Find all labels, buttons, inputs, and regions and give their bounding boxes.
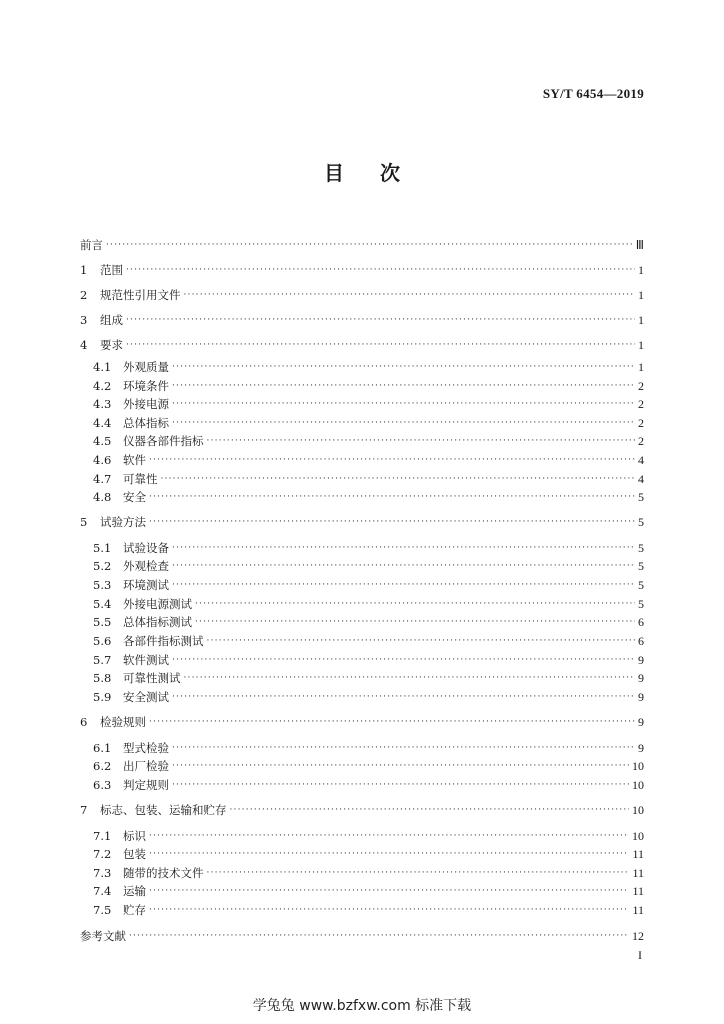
toc-entry-page: 1 [638, 313, 644, 327]
toc-entry-number: 4.2 [93, 379, 112, 393]
toc-entry-number: 5.6 [93, 634, 112, 648]
toc-entry-label: 环境条件 [123, 379, 169, 393]
toc-entry-number: 5.9 [93, 690, 112, 704]
toc-entry-page: 10 [632, 778, 644, 792]
toc-entry-label: 试验方法 [100, 515, 146, 529]
toc-leader-dots [207, 434, 636, 448]
toc-entry[interactable] [93, 737, 644, 755]
toc-entry[interactable] [93, 574, 644, 592]
toc-entry-label: 可靠性 [123, 472, 158, 486]
toc-leader-dots [149, 715, 635, 729]
toc-entry[interactable] [93, 412, 644, 430]
toc-entry[interactable] [93, 593, 644, 611]
toc-entry[interactable] [93, 899, 644, 917]
toc-entry-number: 6.2 [93, 759, 112, 773]
toc-entry[interactable] [80, 234, 644, 252]
toc-entry-number: 5.3 [93, 578, 112, 592]
toc-entry[interactable] [80, 511, 644, 529]
toc-entry-page: 12 [632, 929, 644, 943]
toc-leader-dots [184, 288, 636, 302]
toc-leader-dots [184, 671, 636, 685]
toc-entry-label: 各部件指标测试 [123, 634, 204, 648]
toc-leader-dots [195, 597, 635, 611]
toc-entry[interactable] [93, 862, 644, 880]
toc-entry-page: 2 [638, 397, 644, 411]
toc-entry-page: 6 [638, 615, 644, 629]
toc-entry-number: 4.5 [93, 434, 112, 448]
toc-leader-dots [207, 634, 636, 648]
toc-entry-page: 6 [638, 634, 644, 648]
toc-entry-page: 4 [638, 472, 644, 486]
toc-entry-label: 软件测试 [123, 653, 169, 667]
toc-entry[interactable] [93, 537, 644, 555]
toc-entry-number: 5.1 [93, 541, 112, 555]
toc-leader-dots [172, 653, 635, 667]
toc-entry-label: 范围 [100, 263, 123, 277]
header-standard-code: SY/T 6454—2019 [542, 86, 644, 101]
toc-leader-dots [172, 741, 635, 755]
toc-entry-label: 型式检验 [123, 741, 169, 755]
toc-leader-dots [172, 379, 635, 393]
toc-entry-label: 要求 [100, 338, 123, 352]
toc-entry-label: 组成 [100, 313, 123, 327]
toc-leader-dots [172, 360, 635, 374]
toc-entry-number: 4.3 [93, 397, 112, 411]
toc-entry[interactable] [80, 799, 644, 817]
toc-leader-dots [149, 453, 635, 467]
toc-entry-label: 总体指标测试 [123, 615, 192, 629]
toc-leader-dots [149, 847, 629, 861]
toc-entry[interactable] [93, 356, 644, 374]
toc-entry-number: 4 [80, 338, 88, 352]
toc-entry-label: 出厂检验 [123, 759, 169, 773]
toc-leader-dots [149, 515, 635, 529]
toc-entry-label: 前言 [80, 238, 103, 252]
toc-leader-dots [230, 803, 630, 817]
toc-leader-dots [161, 472, 636, 486]
toc-entry-number: 5 [80, 515, 88, 529]
toc-entry[interactable] [93, 555, 644, 573]
toc-leader-dots [106, 238, 633, 252]
toc-entry-number: 5.7 [93, 653, 112, 667]
toc-entry-page: 1 [638, 263, 644, 277]
toc-entry-label: 随带的技术文件 [123, 866, 204, 880]
toc-entry-page: 5 [638, 597, 644, 611]
toc-leader-dots [172, 690, 635, 704]
toc-entry-page: 11 [632, 866, 644, 880]
toc-entry-page: Ⅲ [635, 238, 644, 252]
toc-entry-label: 包装 [123, 847, 146, 861]
toc-entry-label: 外观检查 [123, 559, 169, 573]
toc-entry-number: 4.1 [93, 360, 112, 374]
toc-entry[interactable] [93, 449, 644, 467]
toc-leader-dots [149, 829, 629, 843]
toc-entry[interactable] [80, 925, 644, 943]
toc-entry-number: 4.7 [93, 472, 112, 486]
toc-entry-label: 参考文献 [80, 929, 126, 943]
toc-entry-number: 5.4 [93, 597, 112, 611]
toc-leader-dots [172, 559, 635, 573]
toc-entry-page: 2 [638, 434, 644, 448]
toc-entry-label: 规范性引用文件 [100, 288, 181, 302]
toc-entry-number: 5.5 [93, 615, 112, 629]
toc-entry-number: 2 [80, 288, 88, 302]
toc-entry-page: 2 [638, 379, 644, 393]
toc-entry[interactable] [93, 430, 644, 448]
toc-entry[interactable] [80, 309, 644, 327]
toc-entry-number: 6 [80, 715, 88, 729]
toc-entry[interactable] [93, 649, 644, 667]
toc-entry[interactable] [93, 630, 644, 648]
toc-entry-label: 仪器各部件指标 [123, 434, 204, 448]
toc-entry-page: 2 [638, 416, 644, 430]
toc-leader-dots [129, 929, 629, 943]
toc-entry-number: 4.8 [93, 490, 112, 504]
toc-entry[interactable] [93, 486, 644, 504]
toc-leader-dots [149, 903, 629, 917]
toc-entry-number: 4.6 [93, 453, 112, 467]
toc-entry-number: 5.2 [93, 559, 112, 573]
toc-entry[interactable] [93, 667, 644, 685]
toc-entry[interactable] [93, 774, 644, 792]
toc-entry-number: 1 [80, 263, 88, 277]
toc-entry-label: 可靠性测试 [123, 671, 181, 685]
toc-entry-label: 试验设备 [123, 541, 169, 555]
toc-leader-dots [126, 263, 635, 277]
toc-entry-page: 11 [632, 903, 644, 917]
toc-entry-page: 9 [638, 715, 644, 729]
toc-entry[interactable] [80, 711, 644, 729]
toc-entry-number: 7.5 [93, 903, 112, 917]
toc-entry-page: 4 [638, 453, 644, 467]
toc-entry-number: 5.8 [93, 671, 112, 685]
toc-entry[interactable] [93, 686, 644, 704]
toc-entry-label: 判定规则 [123, 778, 169, 792]
toc-entry-number: 7.2 [93, 847, 112, 861]
toc-entry-page: 10 [632, 803, 644, 817]
toc-entry-label: 外观质量 [123, 360, 169, 374]
toc-entry-label: 安全测试 [123, 690, 169, 704]
toc-entry-page: 11 [632, 847, 644, 861]
toc-entry-label: 检验规则 [100, 715, 146, 729]
toc-entry[interactable] [93, 468, 644, 486]
toc-entry-page: 10 [632, 759, 644, 773]
toc-entry[interactable] [93, 393, 644, 411]
toc-entry-number: 7.1 [93, 829, 112, 843]
toc-entry[interactable] [93, 755, 644, 773]
toc-entry-label: 标识 [123, 829, 146, 843]
toc-leader-dots [172, 416, 635, 430]
toc-entry[interactable] [80, 259, 644, 277]
toc-entry-label: 外接电源 [123, 397, 169, 411]
toc-entry-page: 1 [638, 360, 644, 374]
toc-entry-page: 11 [632, 884, 644, 898]
toc-leader-dots [172, 759, 629, 773]
toc-entry-label: 标志、包装、运输和贮存 [100, 803, 227, 817]
toc-entry-page: 9 [638, 653, 644, 667]
toc-leader-dots [126, 338, 635, 352]
toc-leader-dots [195, 615, 635, 629]
toc-entry[interactable] [80, 334, 644, 352]
toc-leader-dots [126, 313, 635, 327]
toc-entry-page: 5 [638, 559, 644, 573]
page-number: I [638, 948, 642, 962]
toc-entry-page: 9 [638, 741, 644, 755]
toc-entry-label: 运输 [123, 884, 146, 898]
toc-entry[interactable] [93, 843, 644, 861]
toc-entry-label: 外接电源测试 [123, 597, 192, 611]
toc-entry-label: 贮存 [123, 903, 146, 917]
toc-entry-number: 7.4 [93, 884, 112, 898]
toc-leader-dots [149, 490, 635, 504]
toc-entry-number: 4.4 [93, 416, 112, 430]
toc-entry[interactable] [93, 611, 644, 629]
toc-entry-number: 6.1 [93, 741, 112, 755]
toc-entry-label: 软件 [123, 453, 146, 467]
toc-entry-page: 9 [638, 690, 644, 704]
toc-leader-dots [149, 884, 629, 898]
toc-entry-label: 环境测试 [123, 578, 169, 592]
toc-entry-number: 7.3 [93, 866, 112, 880]
toc-entry[interactable] [93, 825, 644, 843]
toc-entry-page: 5 [638, 578, 644, 592]
toc-entry-page: 9 [638, 671, 644, 685]
toc-leader-dots [172, 778, 629, 792]
toc-entry-number: 3 [80, 313, 88, 327]
toc-leader-dots [172, 397, 635, 411]
toc-entry-page: 1 [638, 338, 644, 352]
toc-entry-page: 5 [638, 515, 644, 529]
toc-leader-dots [172, 541, 635, 555]
toc-entry-label: 安全 [123, 490, 146, 504]
toc-entry-number: 6.3 [93, 778, 112, 792]
toc-entry-page: 5 [638, 490, 644, 504]
toc-entry[interactable] [93, 880, 644, 898]
toc-entry-number: 7 [80, 803, 88, 817]
toc-entry-page: 5 [638, 541, 644, 555]
toc-entry-page: 10 [632, 829, 644, 843]
toc-leader-dots [207, 866, 630, 880]
watermark-text: 学兔兔 www.bzfxw.com 标准下载 [252, 998, 472, 1014]
toc-entry[interactable] [93, 375, 644, 393]
toc-entry-page: 1 [638, 288, 644, 302]
toc-entry[interactable] [80, 284, 644, 302]
toc-leader-dots [172, 578, 635, 592]
page-title: 目次 [324, 161, 436, 185]
toc-entry-label: 总体指标 [123, 416, 169, 430]
